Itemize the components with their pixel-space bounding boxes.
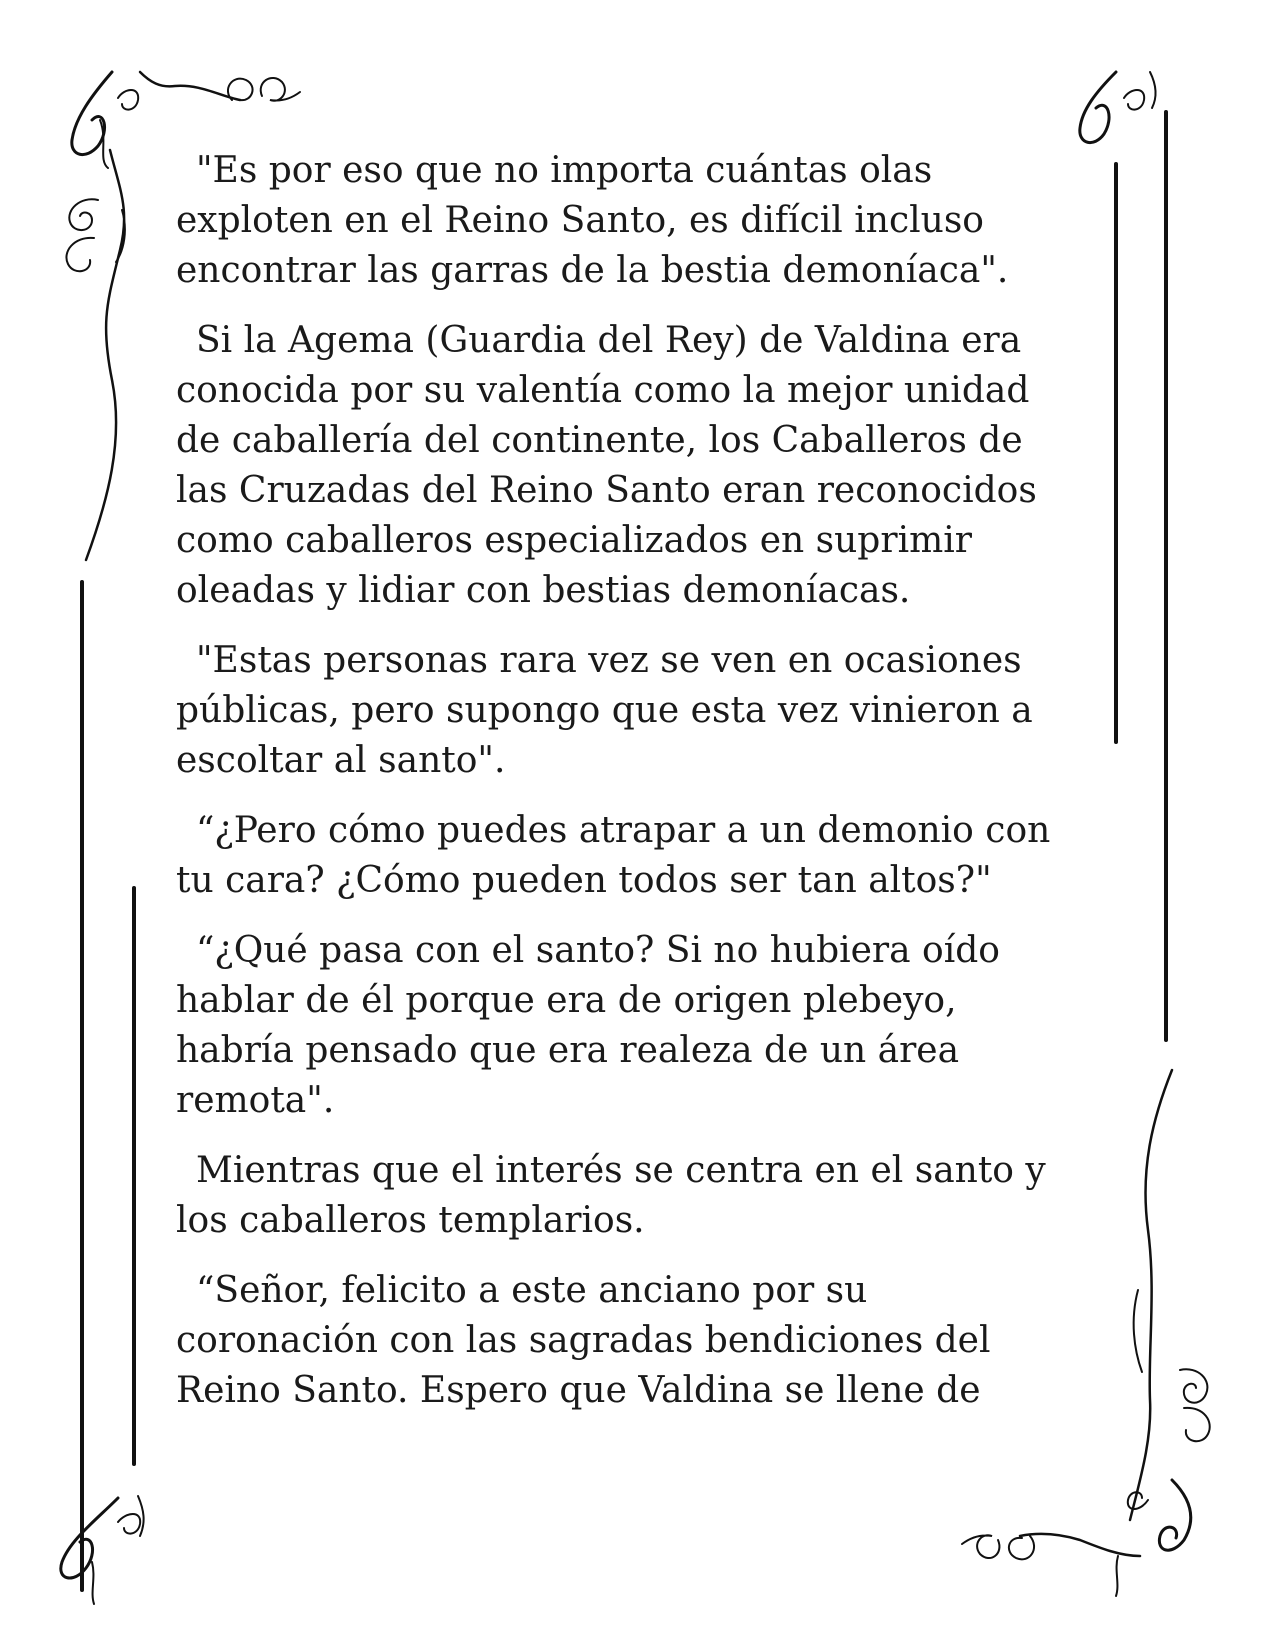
paragraph: Si la Agema (Guardia del Rey) de Valdina era conocida por su valentía como la mejor unidad de caballería del continente, los Caballeros de las Cruzadas del Reino Santo eran reconocidos como caballeros especializados en suprimir oleadas y lidiar con bestias demoníacas. (176, 320, 1037, 611)
flourish-bottom-left (61, 1496, 144, 1604)
paragraph: Mientras que el interés se centra en el santo y los caballeros templarios. (176, 1150, 1046, 1241)
paragraph: “¿Pero cómo puedes atrapar a un demonio con tu cara? ¿Cómo pueden todos ser tan altos?" (176, 810, 1051, 901)
page-body-text (176, 146, 1096, 1436)
paragraph: "Estas personas rara vez se ven en ocasiones públicas, pero supongo que esta vez vinieron a escoltar al santo". (176, 640, 1033, 781)
paragraph: “Señor, felicito a este anciano por su coronación con las sagradas bendiciones del Reino Santo. Espero que Valdina se llene de (176, 1270, 991, 1411)
flourish-top-right (1080, 72, 1156, 143)
paragraph: “¿Qué pasa con el santo? Si no hubiera oído hablar de él porque era de origen plebeyo, habría pensado que era realeza de un área remota". (176, 930, 1000, 1121)
paragraph: "Es por eso que no importa cuántas olas exploten en el Reino Santo, es difícil incluso encontrar las garras de la bestia demoníaca". (176, 150, 1009, 291)
